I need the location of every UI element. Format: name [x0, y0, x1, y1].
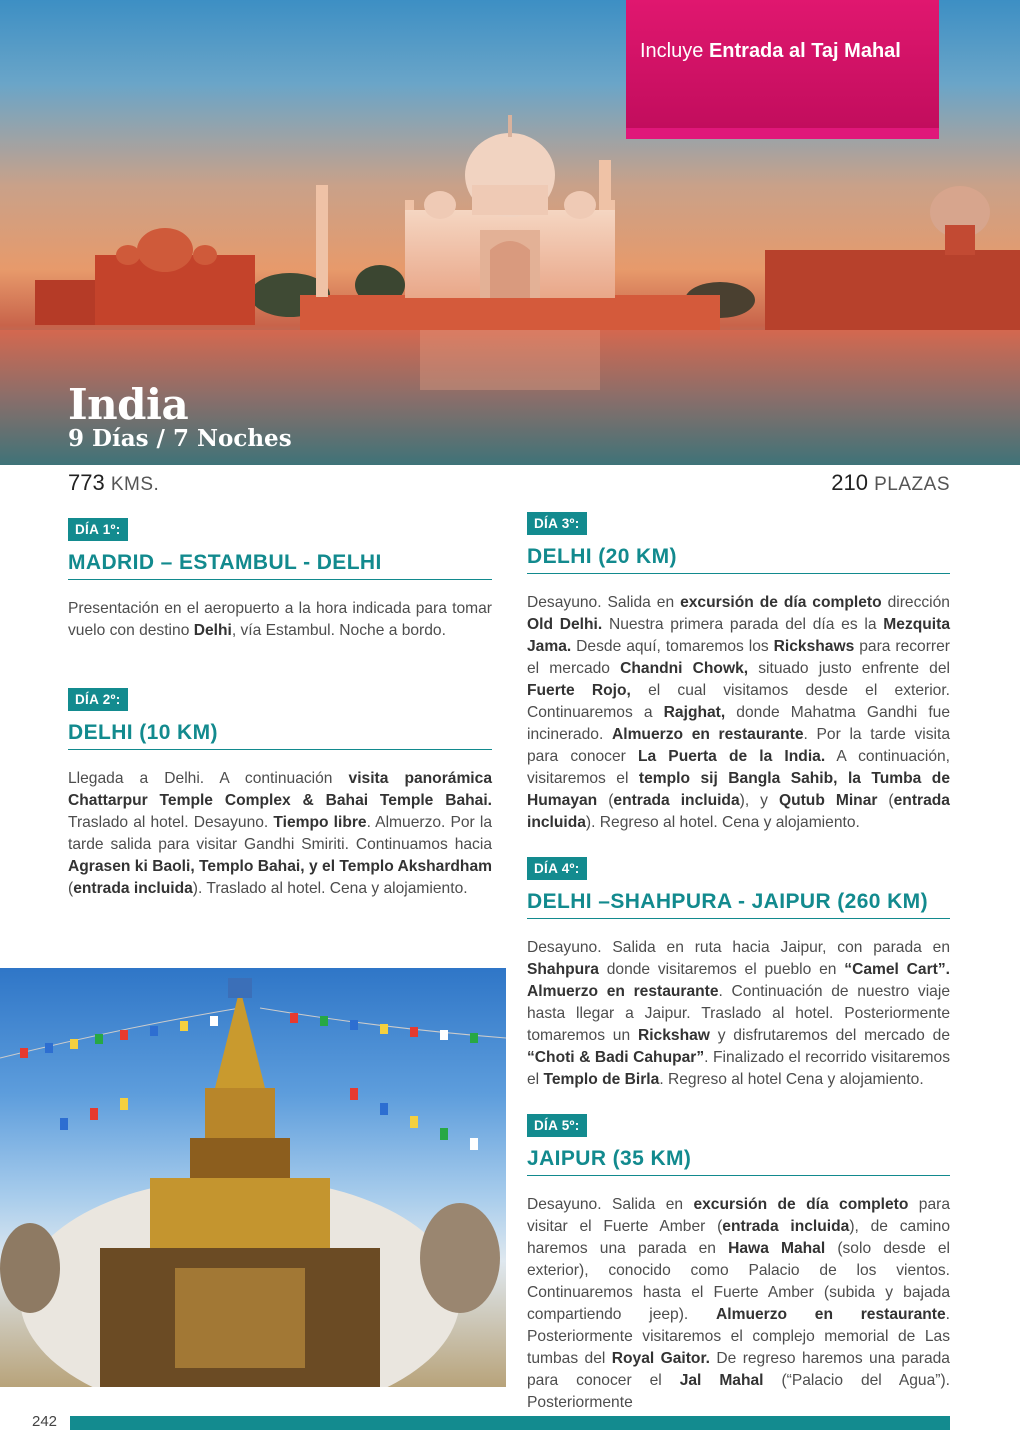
- day-description: Llegada a Delhi. A continuación visita panorámica Chattarpur Temple Complex & Bahai Temple Bahai. Traslado al hotel. Desayuno. Tiempo libre. Almuerzo. Por la tarde salida para visitar Gandhi Smiriti. Continuamos hacia Agrasen ki Baoli, Templo Bahai, y el Templo Akshardham (entrada incluida). Traslado al hotel. Cena y alojamiento.: [68, 770, 492, 897]
- seats-value: 210: [831, 470, 868, 495]
- footer-bar: [70, 1416, 950, 1430]
- distance-stat: [68, 470, 159, 496]
- day-description: Desayuno. Salida en excursión de día completo para visitar el Fuerte Amber (entrada incluida), de camino haremos una parada en Hawa Mahal (solo desde el exterior), conocido como Palacio de los vientos. Continuaremos hasta el Fuerte Amber (subida y bajada compartiendo jeep). Almuerzo en restaurante. Posteriormente visitaremos el complejo memorial de Las tumbas del Royal Gaitor. De regreso haremos una parada para conocer el Jal Mahal (“Palacio del Agua”). Posteriormente: [527, 1196, 951, 1411]
- day-1-section: [68, 518, 492, 642]
- badge-bold-text: Entrada al Taj Mahal: [708, 40, 901, 62]
- day-title: DELHI (20 KM): [527, 545, 950, 574]
- day-tag: DÍA 1º:: [68, 518, 128, 541]
- day-description: Desayuno. Salida en ruta hacia Jaipur, con parada en Shahpura donde visitaremos el pueblo en “Camel Cart”. Almuerzo en restaurante. Continuación de nuestro viaje hasta llegar a Jaipur. Traslado al hotel. Posteriormente tomaremos un Rickshaw y disfrutaremos del mercado de “Choti & Badi Cahupar”. Finalizado el recorrido visitaremos el Templo de Birla. Regreso al hotel Cena y alojamiento.: [527, 939, 951, 1088]
- trip-duration: 9 Días / 7 Noches: [68, 425, 292, 452]
- day-tag: DÍA 2º:: [68, 688, 128, 711]
- badge-prefix: Incluye: [640, 40, 709, 62]
- day-tag: DÍA 5º:: [527, 1114, 587, 1137]
- day-description: Desayuno. Salida en excursión de día completo dirección Old Delhi. Nuestra primera parada del día es la Mezquita Jama. Desde aquí, tomaremos los Rickshaws para recorrer el mercado Chandni Chowk, situado justo enfrente del Fuerte Rojo, el cual visitamos desde el exterior. Continuaremos a Rajghat, donde Mahatma Gandhi fue incinerado. Almuerzo en restaurante. Por la tarde visita para conocer La Puerta de la India. A continuación, visitaremos el templo sij Bangla Sahib, la Tumba de Humayan (entrada incluida), y Qutub Minar (entrada incluida). Regreso al hotel. Cena y alojamiento.: [527, 594, 951, 831]
- day-title: JAIPUR (35 KM): [527, 1147, 950, 1176]
- stupa-illustration: [0, 968, 506, 1387]
- day-title: DELHI –SHAHPURA - JAIPUR (260 KM): [527, 890, 950, 919]
- promo-badge-text: [640, 40, 901, 63]
- day-3-section: [527, 512, 950, 834]
- promo-badge: [626, 0, 939, 128]
- seats-unit: PLAZAS: [874, 474, 950, 495]
- stupa-photo: [0, 968, 506, 1387]
- page-number: 242: [32, 1413, 58, 1430]
- day-description: Presentación en el aeropuerto a la hora indicada para tomar vuelo con destino Delhi, vía Estambul. Noche a bordo.: [68, 600, 492, 639]
- promo-badge-strip: [626, 128, 939, 139]
- day-title: MADRID – ESTAMBUL - DELHI: [68, 551, 492, 580]
- seats-stat: [831, 470, 950, 496]
- day-tag: DÍA 3º:: [527, 512, 587, 535]
- distance-value: 773: [68, 470, 105, 495]
- day-2-section: [68, 688, 492, 900]
- page-title: India: [68, 380, 189, 429]
- day-5-section: [527, 1114, 950, 1414]
- day-title: DELHI (10 KM): [68, 721, 492, 750]
- distance-unit: KMS.: [110, 474, 160, 495]
- day-4-section: [527, 857, 950, 1091]
- day-tag: DÍA 4º:: [527, 857, 587, 880]
